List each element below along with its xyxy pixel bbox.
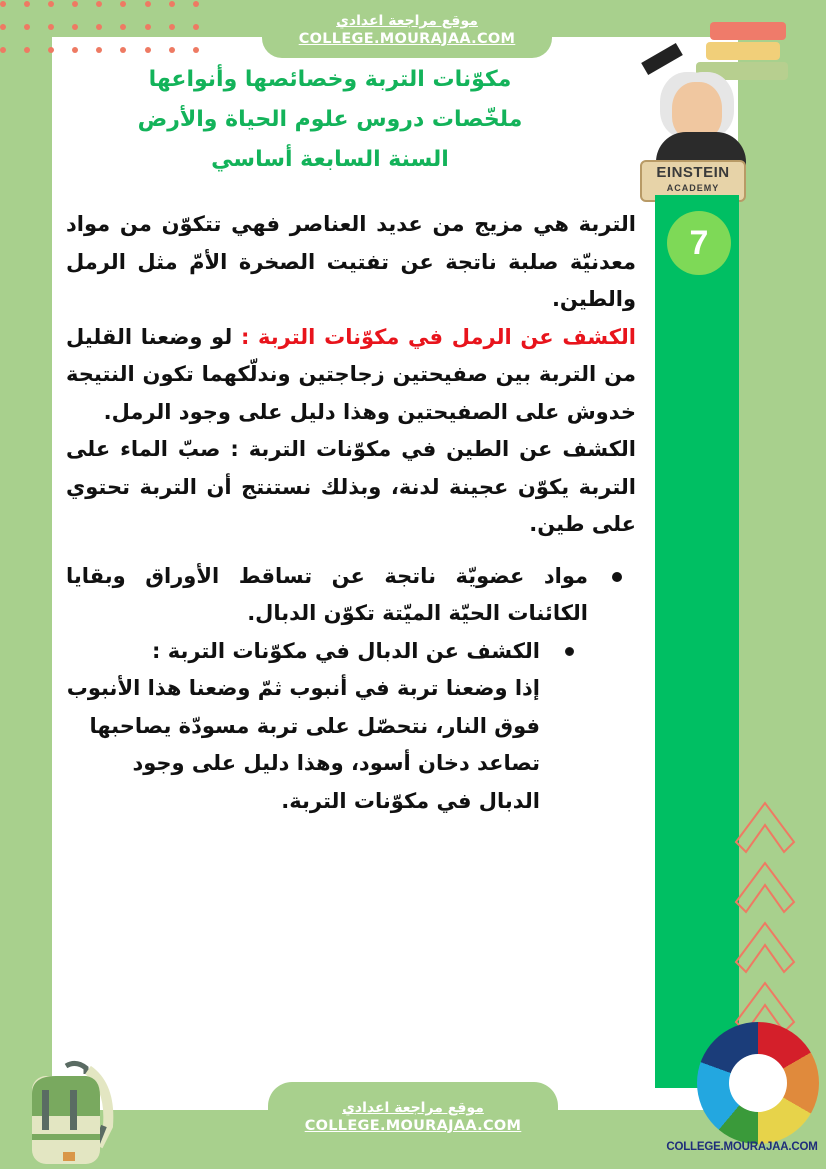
list-item <box>66 558 588 821</box>
sand-text: لو وضعنا القليل من التربة بين صفيحتين زجاجتين وندلّكهما تكون النتيجة خدوش على الصفيحتين وهذا دليل على وجود الرمل. <box>66 324 636 424</box>
sand-heading: الكشف عن الرمل في مكوّنات التربة : <box>240 324 636 349</box>
bullet-circle-icon <box>565 647 574 656</box>
subjects-wheel-logo <box>697 1022 819 1144</box>
header-site-name[interactable]: موقع مراجعة اعدادي <box>336 13 478 29</box>
title-line-3: السنة السابعة أساسي <box>211 147 449 172</box>
humus-text: إذا وضعنا تربة في أنبوب ثمّ وضعنا هذا الأنبوب فوق النار، نتحصّل على تربة مسودّة يصاحبها تصاعد دخان أسود، وهذا دليل على وجود الدبال في مكوّنات التربة. <box>66 676 540 813</box>
einstein-academy-logo <box>636 12 776 192</box>
page-number-badge: 7 <box>667 211 731 275</box>
footer-site-url[interactable]: COLLEGE.MOURAJAA.COM <box>304 1118 522 1134</box>
intro-paragraph: التربة هي مزيج من عديد العناصر فهي تتكوّن من مواد معدنيّة صلبة ناتجة عن تفتيت الصخرة الأمّ مثل الرمل والطين. <box>66 212 636 311</box>
backpack-icon <box>16 1056 116 1166</box>
academy-plate: EINSTEIN ACADEMY <box>640 160 746 202</box>
title-line-2: ملخّصات دروس علوم الحياة والأرض <box>137 107 523 132</box>
sub-bullet-list <box>66 633 588 821</box>
footer-site-name[interactable]: موقع مراجعة اعدادي <box>342 1100 484 1116</box>
graduation-cap-icon <box>641 43 683 75</box>
page-title <box>100 60 560 180</box>
decorative-dots <box>0 0 210 60</box>
humus-heading: الكشف عن الدبال في مكوّنات التربة : <box>152 638 540 663</box>
lesson-content <box>66 206 636 820</box>
side-strip <box>655 195 739 1088</box>
header-site-url[interactable]: COLLEGE.MOURAJAA.COM <box>298 31 516 47</box>
header-banner <box>262 0 552 58</box>
footer-banner <box>268 1082 558 1169</box>
title-line-1: مكوّنات التربة وخصائصها وأنواعها <box>148 67 512 92</box>
clay-paragraph: الكشف عن الطين في مكوّنات التربة : صبّ الماء على التربة يكوّن عجينة لدنة، وبذلك نستنتج أن التربة تحتوي على طين. <box>66 437 636 536</box>
bullet-disc-icon <box>612 572 622 582</box>
footer-logo-label[interactable]: COLLEGE.MOURAJAA.COM <box>666 1141 818 1153</box>
bullet-list <box>66 558 636 821</box>
chevron-up-icons <box>734 790 796 1040</box>
list-item <box>66 633 540 821</box>
organic-matter-text: مواد عضويّة ناتجة عن تساقط الأوراق وبقايا الكائنات الحيّة الميّتة تكوّن الدبال. <box>66 563 588 625</box>
sand-paragraph <box>66 319 636 432</box>
